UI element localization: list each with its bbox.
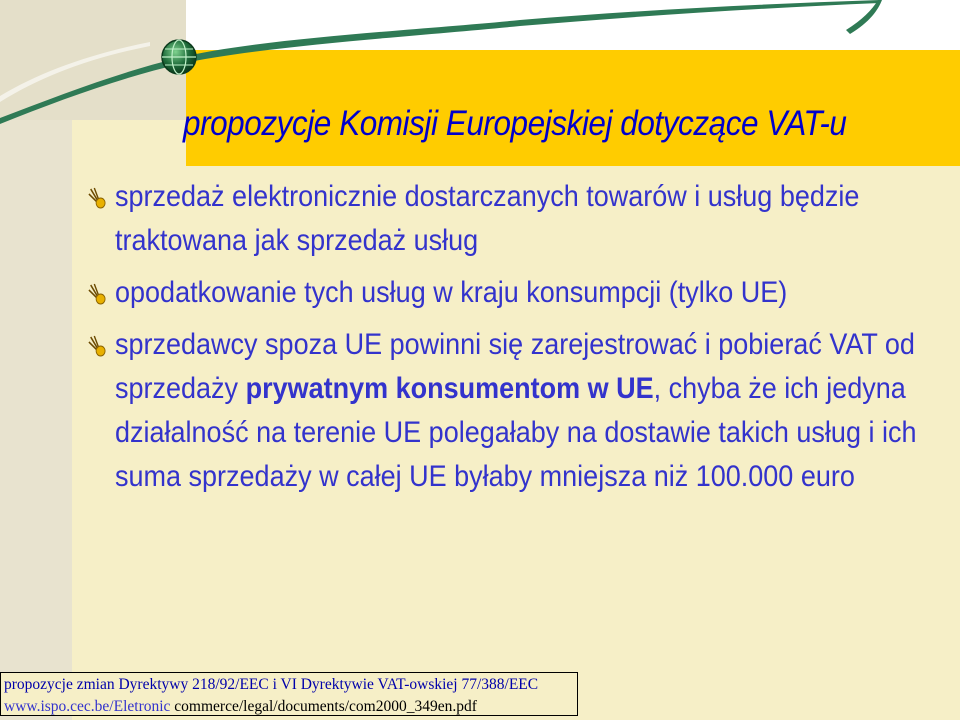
bullet-text: sprzedaż elektronicznie dostarczanych towarów i usług będzie traktowana jak sprzedaż usług [115, 180, 860, 257]
bullet-text-post: , chyba że ich jedyna działalność na terenie UE polegałaby na dostawie takich usług i ich suma sprzedaży w całej UE byłaby mniejsza niż 100.000 euro [115, 372, 917, 493]
sparkle-bullet-icon [88, 335, 108, 357]
bullet-item [88, 175, 952, 263]
bullet-item [88, 271, 952, 315]
decorative-swoosh [0, 0, 960, 170]
bullet-text-bold: prywatnym konsumentom w UE [245, 372, 654, 405]
footer-reference [0, 672, 578, 716]
globe-icon [160, 38, 198, 76]
footer-line-2 [4, 696, 574, 718]
sparkle-bullet-icon [88, 187, 108, 209]
bullet-text: opodatkowanie tych usług w kraju konsumpcji (tylko UE) [115, 276, 788, 309]
slide-title: propozycje Komisji Europejskiej dotyczące VAT-u [183, 104, 847, 143]
footer-path: commerce/legal/documents/com2000_349en.pdf [170, 698, 477, 715]
bullet-text-pre: sprzedawcy spoza UE powinni się zarejestrować i pobierać VAT od sprzedaży [115, 328, 915, 405]
bullet-list [88, 175, 948, 507]
sparkle-bullet-icon [88, 283, 108, 305]
bullet-item [88, 323, 952, 499]
footer-line-1: propozycje zmian Dyrektywy 218/92/EEC i VI Dyrektywie VAT-owskiej 77/388/EEC [4, 676, 539, 693]
footer-link[interactable]: www.ispo.cec.be/Eletronic [4, 698, 171, 715]
